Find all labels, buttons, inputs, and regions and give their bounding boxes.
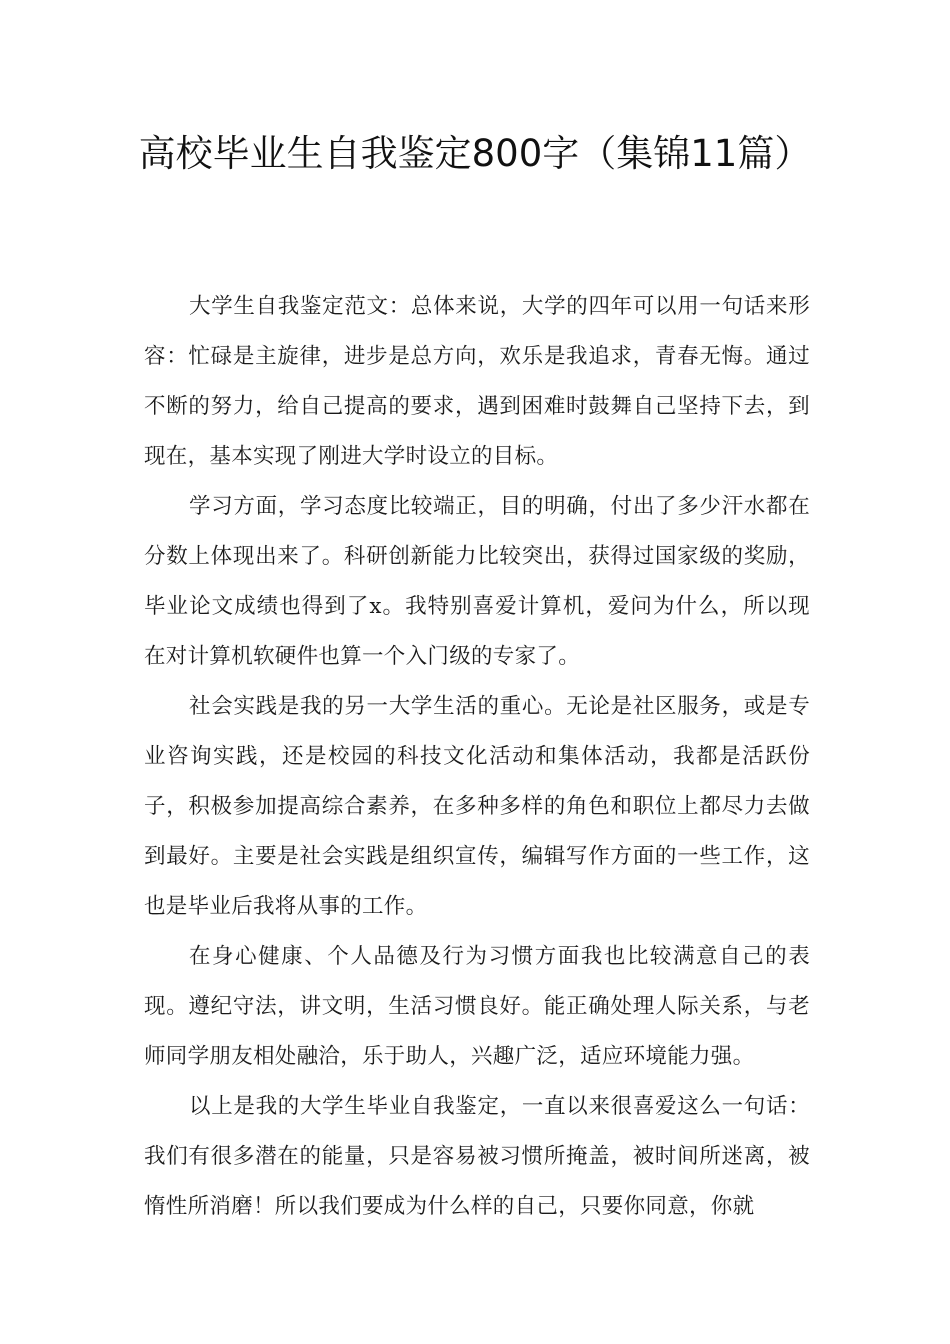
paragraph-social-practice: 社会实践是我的另一大学生活的重心。无论是社区服务，或是专业咨询实践，还是校园的科技文化活动和集体活动，我都是活跃份子，积极参加提高综合素养，在多种多样的角色和职位上都尽力去做到最好。主要是社会实践是组织宣传，编辑写作方面的一些工作，这也是毕业后我将从事的工作。 (144, 694, 810, 919)
paragraph-conclusion: 以上是我的大学生毕业自我鉴定，一直以来很喜爱这么一句话：我们有很多潜在的能量，只是容易被习惯所掩盖，被时间所迷离，被惰性所消磨！所以我们要成为什么样的自己，只要你同意，你就 (144, 1094, 810, 1219)
paragraph-health-character: 在身心健康、个人品德及行为习惯方面我也比较满意自己的表现。遵纪守法，讲文明，生活习惯良好。能正确处理人际关系，与老师同学朋友相处融洽，乐于助人，兴趣广泛，适应环境能力强。 (144, 944, 810, 1069)
document-body (144, 282, 810, 1232)
document-title: 高校毕业生自我鉴定800字（集锦11篇） (138, 132, 812, 175)
paragraph-overview: 大学生自我鉴定范文：总体来说，大学的四年可以用一句话来形容：忙碌是主旋律，进步是总方向，欢乐是我追求，青春无悔。通过不断的努力，给自己提高的要求，遇到困难时鼓舞自己坚持下去，到现在，基本实现了刚进大学时设立的目标。 (144, 294, 810, 469)
paragraph-study: 学习方面，学习态度比较端正，目的明确，付出了多少汗水都在分数上体现出来了。科研创新能力比较突出，获得过国家级的奖励，毕业论文成绩也得到了x。我特别喜爱计算机，爱问为什么，所以现在对计算机软硬件也算一个入门级的专家了。 (144, 494, 810, 669)
